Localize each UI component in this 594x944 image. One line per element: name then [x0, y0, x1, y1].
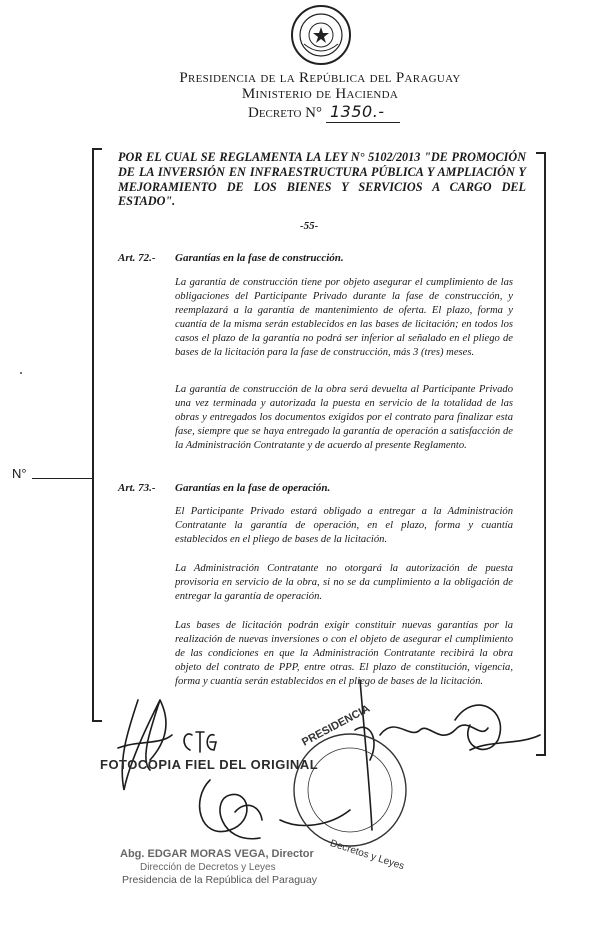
article-72-number: Art. 72.- — [118, 252, 156, 264]
stamp-director-name: Abg. EDGAR MORAS VEGA, Director — [120, 848, 314, 860]
margin-number-label: N° — [12, 466, 27, 481]
article-73-heading: Garantías en la fase de operación. — [175, 482, 331, 494]
article-73-number: Art. 73.- — [118, 482, 156, 494]
article-72-paragraph-2: La garantía de construcción de la obra será devuelta al Participante Privado una vez terminada y autorizada la puesta en servicio de la totalidad de las obras y entregados los documentos exigidos por el contrato para finalizar esta fase, siempre que se haya entregado la garantía de operación a satisfacción de la Administración Contratante y de acuerdo al presente Reglamento. — [175, 384, 513, 451]
decreto-number: 1350.- — [330, 102, 385, 121]
article-73-paragraph-2: La Administración Contratante no otorgará la autorización de puesta provisoria en servicio de la obra, si no se da cumplimiento a la obligación de entregar la garantía de operación. — [175, 563, 513, 602]
page-number: -55- — [300, 220, 319, 232]
article-72-heading: Garantías en la fase de construcción. — [175, 252, 344, 264]
header-presidencia: Presidencia de la República del Paraguay — [179, 70, 461, 86]
left-bracket — [92, 148, 102, 722]
decree-title: POR EL CUAL SE REGLAMENTA LA LEY N° 5102/2013 "DE PROMOCIÓN DE LA INVERSIÓN EN INFRAESTRUCTURA PÚBLICA Y AMPLIACIÓN Y MEJORAMIENTO DE LOS BIENES Y SERVICIOS A CARGO DEL ESTADO". — [118, 150, 526, 209]
coat-of-arms-seal — [290, 4, 352, 66]
article-72-paragraph-1: La garantía de construcción tiene por objeto asegurar el cumplimiento de las obligaciones del Participante Privado durante la fase de construcción, y reemplazará a la garantía de mantenimiento de oferta. El plazo, forma y cuantía de la misma serán establecidos en las bases de licitación; en todos los casos el plazo de la garantía no podrá ser inferior al señalado en el pliego de bases de la licitación para la fase de construcción, más 3 (tres) meses. — [175, 277, 513, 358]
round-stamp-top-text: PRESIDENCIA — [300, 702, 373, 749]
header-ministerio: Ministerio de Hacienda — [241, 86, 399, 102]
article-73-paragraph-3: Las bases de licitación podrán exigir constituir nuevas garantías por la realización de nuevas inversiones o con el objeto de asegurar el cumplimiento de las condiciones en que la Administración Contratante recibirá la obra objeto del contrato de PPP, entre otras. El plazo de constitución, vigencia, forma y cuantía serán establecidos en el pliego de bases de la licitación. — [175, 620, 513, 687]
right-bracket — [536, 152, 546, 756]
round-stamp-bottom-text: Decretos y Leyes — [328, 838, 406, 873]
stamp-fotocopia: FOTOCOPIA FIEL DEL ORIGINAL — [100, 757, 319, 772]
margin-dot — [20, 372, 22, 374]
decreto-underline — [326, 122, 400, 123]
stamp-direccion: Dirección de Decretos y Leyes — [140, 862, 276, 873]
margin-line — [32, 478, 92, 479]
stamp-presidencia: Presidencia de la República del Paraguay — [122, 874, 317, 886]
article-73-paragraph-1: El Participante Privado estará obligado a entregar a la Administración Contratante la garantía de operación, en el plazo, forma y cuantía establecidos en el pliego de bases de la licitación. — [175, 506, 513, 545]
decreto-label: Decreto N° — [248, 105, 322, 121]
